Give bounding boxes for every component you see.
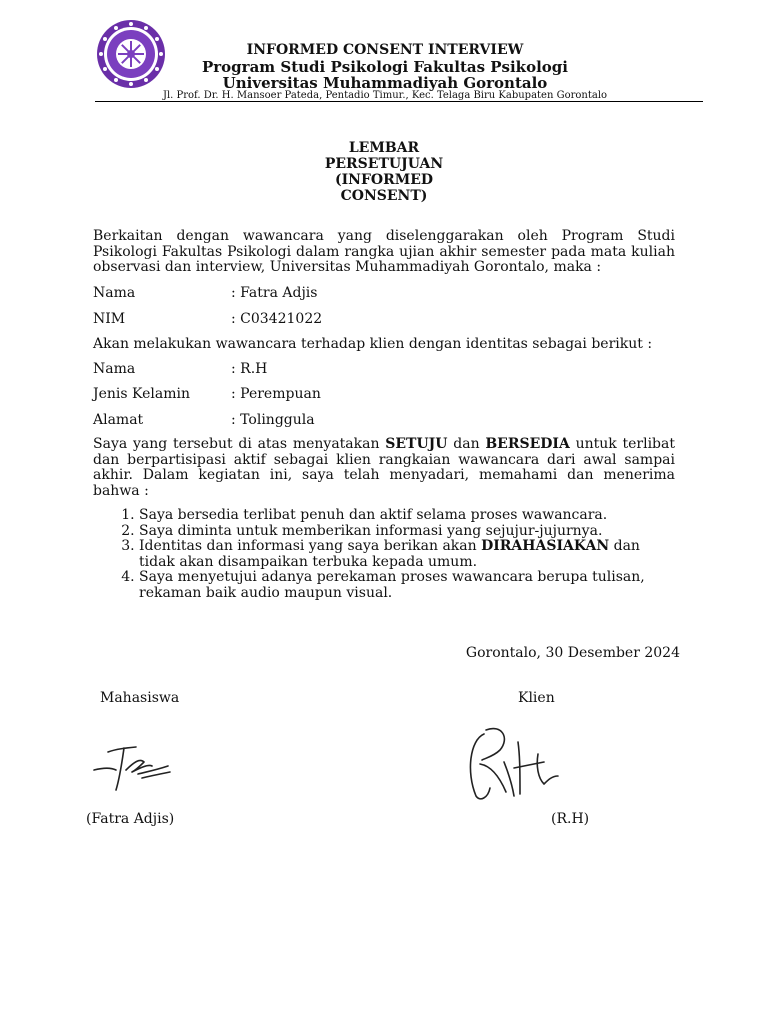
header-university: Universitas Muhammadiyah Gorontalo — [222, 74, 548, 92]
student-signature-caption: Mahasiswa — [100, 690, 180, 706]
field-label: Alamat — [93, 412, 144, 428]
header-title: INFORMED CONSENT INTERVIEW — [246, 42, 524, 58]
statement-text: dan — [447, 436, 486, 452]
statement-text: untuk terlibat dan berpartisipasi aktif sebagai klien rangkaian wawancara dari awal sampai akhir. Dalam kegiatan ini, saya telah menyadari, memahami dan menerima bahwa : — [93, 436, 675, 499]
field-value: : C03421022 — [231, 311, 323, 327]
header-program: Program Studi Psikologi Fakultas Psikologi — [202, 58, 568, 76]
place-date: Gorontalo, 30 Desember 2024 — [465, 645, 680, 661]
title-line: LEMBAR — [348, 140, 420, 156]
statement-bold-setuju: SETUJU — [385, 436, 448, 452]
list-item: 4. Saya menyetujui adanya perekaman proses wawancara berupa tulisan, rekaman baik audio maupun visual. — [139, 570, 663, 601]
document-title — [300, 140, 468, 204]
field-value: : Tolinggula — [231, 412, 315, 428]
list-item-bold: DIRAHASIAKAN — [481, 538, 610, 554]
field-label: Nama — [93, 361, 136, 377]
field-value: : Perempuan — [231, 386, 321, 402]
title-line: CONSENT) — [340, 188, 428, 204]
client-name-signature: (R.H) — [551, 811, 590, 827]
list-item — [139, 539, 663, 570]
student-name-signature: (Fatra Adjis) — [86, 811, 175, 827]
field-label: Jenis Kelamin — [93, 386, 190, 402]
intro-paragraph: Berkaitan dengan wawancara yang diselenggarakan oleh Program Studi Psikologi Fakultas Psikologi dalam rangka ujian akhir semester pada mata kuliah observasi dan interview, Universitas Muhammadiyah Gorontalo, maka : — [93, 228, 675, 275]
consent-points-list — [93, 508, 663, 601]
list-item: 2. Saya diminta untuk memberikan informasi yang sejujur-jujurnya. — [139, 524, 663, 540]
client-signature — [462, 722, 572, 806]
field-label: Nama — [93, 285, 136, 301]
header-divider — [95, 101, 703, 102]
field-value: : R.H — [231, 361, 268, 377]
statement-bold-bersedia: BERSEDIA — [485, 436, 570, 452]
consent-statement — [93, 437, 675, 499]
field-label: NIM — [93, 311, 126, 327]
list-item-text: Identitas dan informasi yang saya berikan akan — [139, 538, 482, 554]
student-signature — [86, 722, 186, 802]
header-address: Jl. Prof. Dr. H. Mansoer Pateda, Pentadio Timur., Kec. Telaga Biru Kabupaten Gorontalo — [162, 90, 608, 101]
field-value: : Fatra Adjis — [231, 285, 318, 301]
statement-text: Saya yang tersebut di atas menyatakan — [93, 436, 386, 452]
list-item: 1. Saya bersedia terlibat penuh dan aktif selama proses wawancara. — [139, 508, 663, 524]
title-line: PERSETUJUAN — [324, 156, 444, 172]
title-line: (INFORMED — [334, 172, 434, 188]
list-item-text: dan tidak akan disampaikan terbuka kepada umum. — [139, 538, 640, 570]
client-intro: Akan melakukan wawancara terhadap klien dengan identitas sebagai berikut : — [93, 336, 653, 352]
client-signature-caption: Klien — [518, 690, 555, 706]
